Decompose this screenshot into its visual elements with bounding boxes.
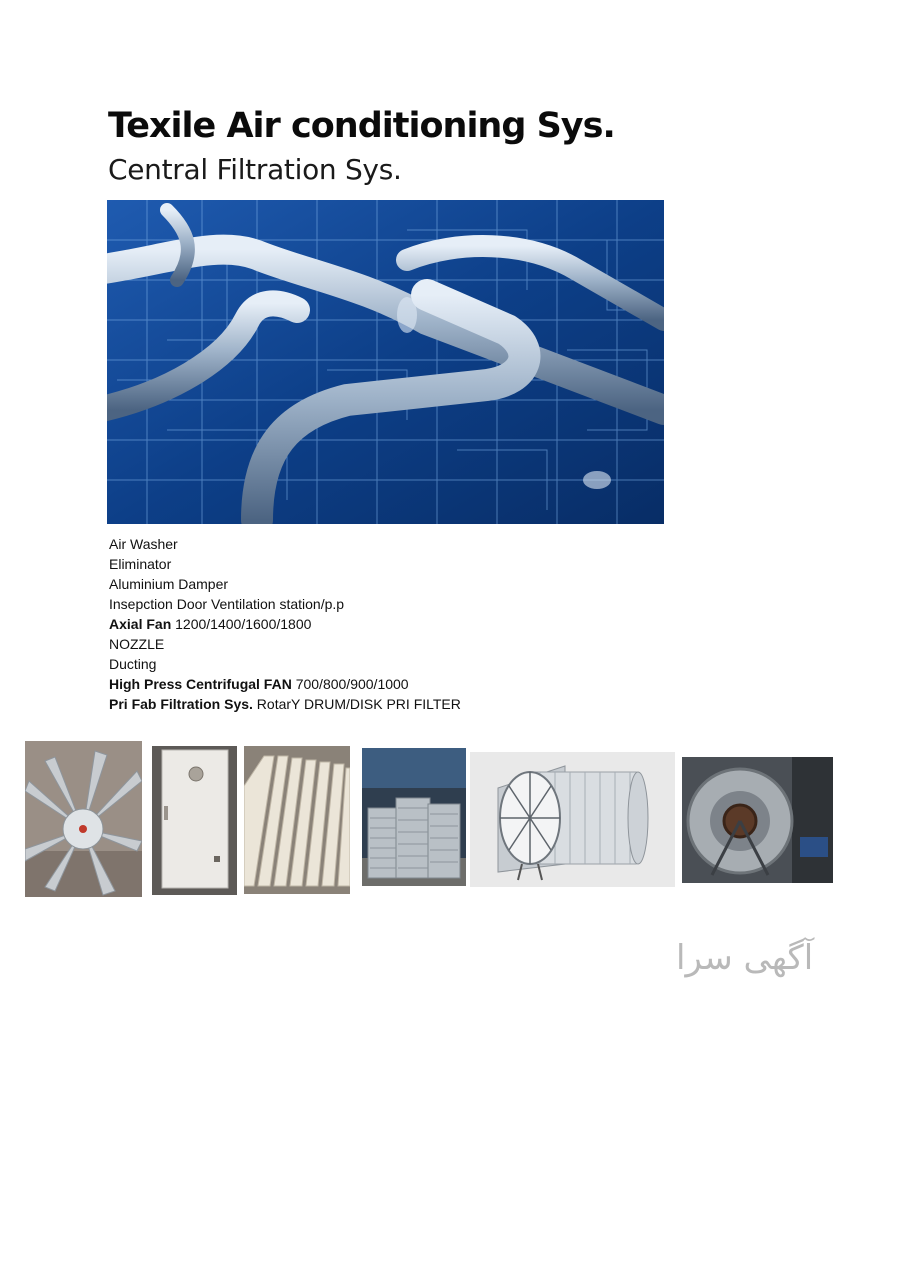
photo-centrifugal-fan bbox=[682, 757, 833, 883]
photo-eliminator bbox=[244, 746, 350, 894]
photo-axial-fan bbox=[25, 741, 142, 897]
list-item: Aluminium Damper bbox=[109, 576, 229, 592]
page-subtitle: Central Filtration Sys. bbox=[108, 153, 402, 186]
page-title: Texile Air conditioning Sys. bbox=[108, 106, 615, 146]
list-item: High Press Centrifugal FAN 700/800/900/1000 bbox=[109, 676, 409, 692]
photo-dampers bbox=[362, 748, 466, 886]
list-item: Insepction Door Ventilation station/p.p bbox=[109, 596, 345, 612]
photo-inspection-door bbox=[152, 746, 237, 895]
photo-rotary-drum-filter bbox=[470, 752, 675, 887]
list-item: Axial Fan 1200/1400/1600/1800 bbox=[109, 616, 312, 632]
list-item: Eliminator bbox=[109, 556, 172, 572]
product-list bbox=[109, 534, 461, 714]
list-item: NOZZLE bbox=[109, 636, 165, 652]
list-item: Ducting bbox=[109, 656, 157, 672]
watermark: آگهی سرا bbox=[676, 938, 814, 978]
list-item: Pri Fab Filtration Sys. RotarY DRUM/DISK PRI FILTER bbox=[109, 696, 461, 712]
hero-ducting-image bbox=[107, 200, 664, 524]
list-item: Air Washer bbox=[109, 536, 178, 552]
